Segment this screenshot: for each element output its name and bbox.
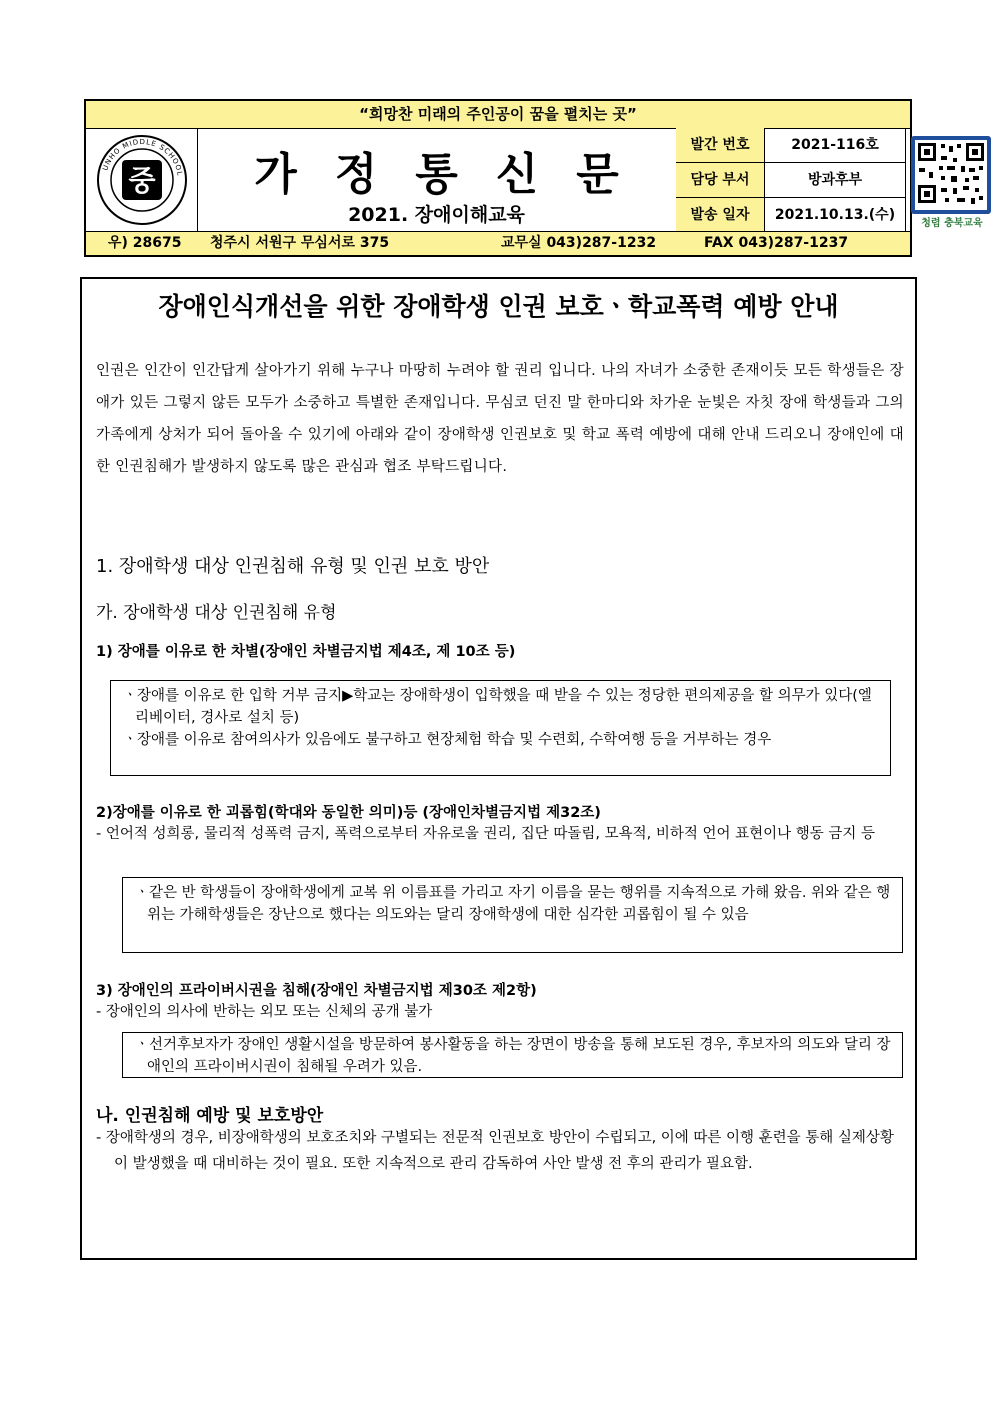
item-1-heading: 1) 장애를 이유로 한 차별(장애인 차별금지법 제4조, 제 10조 등)	[96, 644, 516, 660]
department-row	[676, 163, 905, 198]
department-label: 담당 부서	[676, 163, 765, 197]
department-value: 방과후부	[807, 172, 863, 188]
send-date-label: 발송 일자	[676, 198, 765, 232]
item-3-description: - 장애인의 의사에 반하는 외모 또는 신체의 공개 불가	[96, 1004, 433, 1020]
fax-number: FAX 043)287-1237	[704, 235, 849, 251]
item-2-description: - 언어적 성희롱, 물리적 성폭력 금지, 폭력으로부터 자유로울 권리, 집단 따돌림, 모욕적, 비하적 언어 표현이나 행동 금지 등	[96, 826, 875, 842]
school-motto: “희망찬 미래의 주인공이 꿈을 펼치는 곳”	[86, 101, 910, 129]
office-phone: 교무실 043)287-1232	[501, 235, 657, 251]
subsection-b-text: - 장애학생의 경우, 비장애학생의 보호조치와 구별되는 전문적 인권보호 방안이 수립되고, 이에 따른 이행 훈련을 통해 실제상황이 발생했을 때 대비하는 것이 필요. 또한 지속적으로 관리 감독하여 사안 발생 전 후의 관리가 필요함.	[96, 1130, 894, 1172]
address-bar	[86, 231, 910, 255]
qr-code-icon	[911, 136, 991, 214]
item-1-example-box	[110, 680, 891, 776]
send-date-value: 2021.10.13.(수)	[774, 207, 896, 223]
postal-code: 우) 28675	[108, 235, 182, 251]
subsection-b-heading: 나. 인권침해 예방 및 보호방안	[96, 1106, 324, 1126]
svg-text:중: 중	[128, 164, 156, 197]
intro-paragraph: 인권은 인간이 인간답게 살아가기 위해 누구나 마땅히 누려야 할 권리 입니다. 나의 자녀가 소중한 존재이듯 모든 학생들은 장애가 있든 그렇지 않든 모두가 소중하고 특별한 존재입니다. 무심코 던진 말 한마디와 차가운 눈빛은 자칫 장애 학생들과 그의 가족에게 상처가 되어 돌아올 수 있기에 아래와 같이 장애학생 인권보호 및 학교 폭력 예방에 대해 안내 드리오니 장애인에 대한 인권침해가 발생하지 않도록 많은 관심과 협조 부탁드립니다.	[96, 363, 904, 475]
logo-cell	[86, 128, 198, 232]
subsection-a-heading: 가. 장애학생 대상 인권침해 유형	[96, 603, 337, 623]
item-2-example-1: ㆍ같은 반 학생들이 장애학생에게 교복 위 이름표를 가리고 자기 이름을 묻는 행위를 지속적으로 가해 왔음. 위와 같은 행위는 가해학생들은 장난으로 했다는 의도와는 달리 장애학생에 대한 심각한 괴롭힘이 될 수 있음	[135, 885, 891, 923]
item-3-heading: 3) 장애인의 프라이버시권을 침해(장애인 차별금지법 제30조 제2항)	[96, 983, 537, 999]
issue-info-table	[676, 128, 906, 232]
newsletter-title: 가정통신문	[254, 149, 657, 200]
newsletter-subtitle: 2021. 장애이해교육	[348, 204, 525, 226]
send-date-row	[676, 198, 905, 232]
newsletter-header	[84, 99, 983, 257]
qr-cell	[905, 128, 983, 232]
item-2-example-box	[122, 877, 903, 953]
item-2-heading: 2)장애를 이유로 한 괴롭힘(학대와 동일한 의미)등 (장애인차별금지법 제32조)	[96, 805, 601, 821]
svg-text:UNHO MIDDLE SCHOOL: UNHO MIDDLE SCHOOL	[101, 137, 184, 177]
item-1-example-1: ㆍ장애를 이유로 한 입학 거부 금지▶학교는 장애학생이 입학했을 때 받을 수 있는 정당한 편의제공을 할 의무가 있다(엘리베이터, 경사로 설치 등)	[123, 688, 872, 726]
qr-caption: 청렴 충북교육	[921, 218, 983, 229]
notice-body	[80, 277, 917, 1260]
notice-title: 장애인식개선을 위한 장애학생 인권 보호ㆍ학교폭력 예방 안내	[158, 292, 839, 321]
item-3-example-box	[122, 1032, 903, 1078]
item-1-example-2: ㆍ장애를 이유로 참여의사가 있음에도 불구하고 현장체험 학습 및 수련회, 수학여행 등을 거부하는 경우	[123, 732, 772, 748]
title-cell	[197, 128, 677, 232]
street-address: 청주시 서원구 무심서로 375	[210, 235, 390, 251]
school-logo	[94, 134, 190, 226]
issue-number-value: 2021-116호	[791, 137, 879, 153]
section-1-heading: 1. 장애학생 대상 인권침해 유형 및 인권 보호 방안	[96, 556, 490, 577]
item-3-example-1: ㆍ선거후보자가 장애인 생활시설을 방문하여 봉사활동을 하는 장면이 방송을 통해 보도된 경우, 후보자의 의도와 달리 장애인의 프라이버시권이 침해될 우려가 있음.	[135, 1037, 891, 1075]
issue-number-label: 발간 번호	[676, 128, 765, 162]
issue-number-row	[676, 128, 905, 163]
